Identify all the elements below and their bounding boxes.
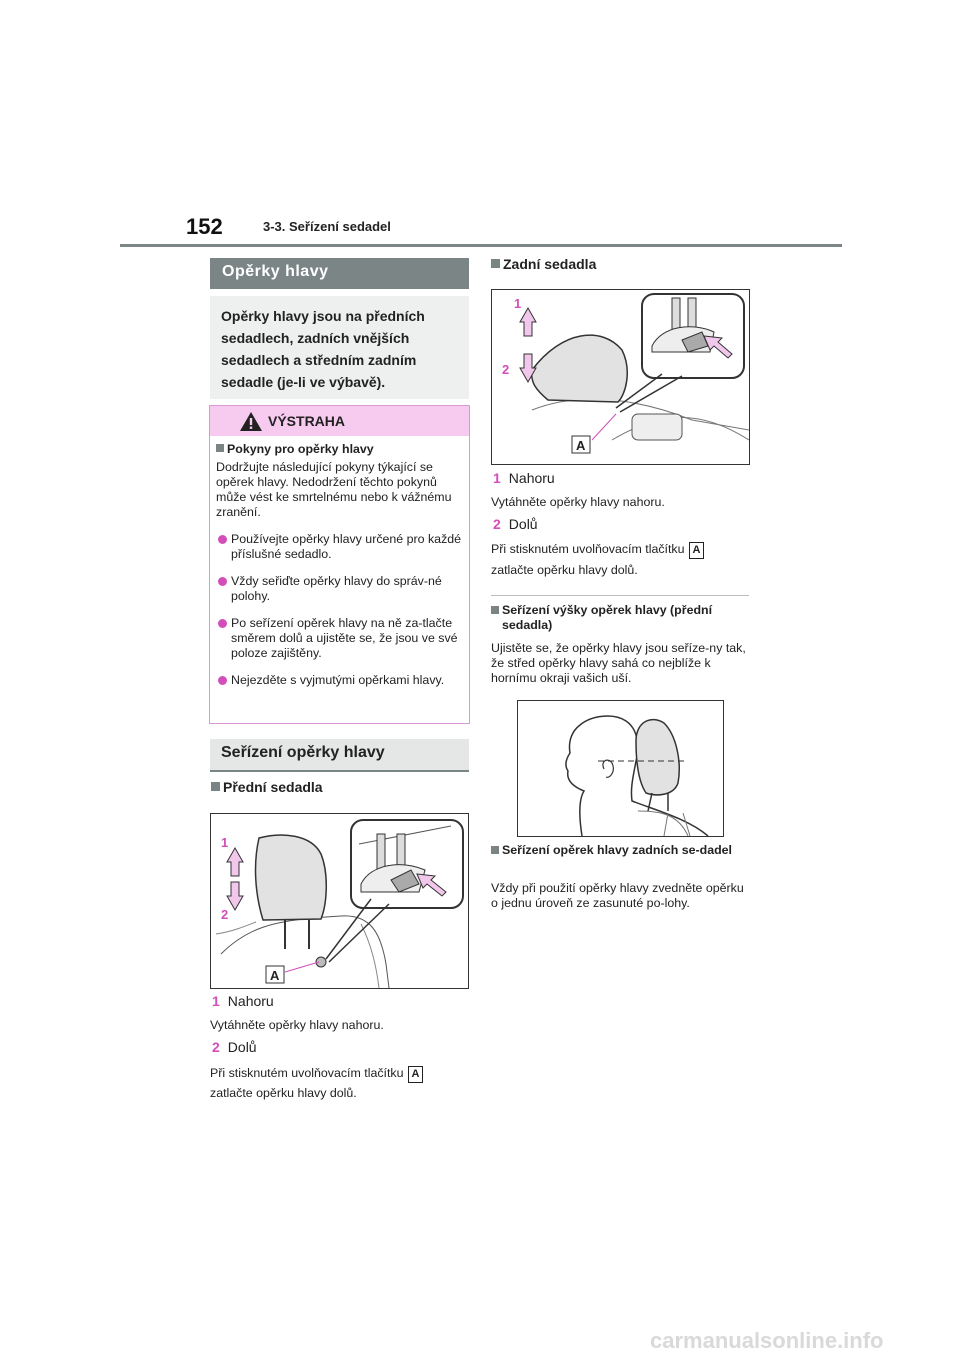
figure-label-a: A [270,968,280,983]
front-step-2-desc: Při stisknutém uvolňovacím tlačítku A [210,1066,423,1083]
warning-text: Dodržujte následující pokyny týkající se opěrek hlavy. Nedodržení těchto pokynů může vést ke smrtelnému nebo k vážnému zranění. [216,460,452,519]
rear-seats-title: Zadní sedadla [491,256,596,272]
figure-label-1: 1 [514,296,522,311]
intro-text: Opěrky hlavy jsou na předních sedadlech, zadních vnějších sedadlech a středním zadním sedadle (je-li ve výbavě). [221,308,425,390]
warning-bullet: Používejte opěrky hlavy určené pro každé příslušné sedadlo. [216,532,463,562]
warning-box [209,405,470,724]
rear-step-2-desc: Při stisknutém uvolňovacím tlačítku A [491,542,704,559]
height-adjust-title: Seřízení výšky opěrek hlavy (přední sedadla) [491,603,749,633]
rear-step-1-desc: Vytáhněte opěrky hlavy nahoru. [491,495,665,509]
intro-box [210,296,469,399]
head-height-illustration [518,701,723,836]
bullet-dot-icon [218,577,227,586]
height-adjust-text: Ujistěte se, že opěrky hlavy jsou seříze-ny tak, že střed opěrky hlavy sahá co nejblíže k hornímu okraji vašich uší. [491,641,746,685]
button-a-label: A [689,542,705,559]
section-title: Seřízení opěrky hlavy [221,744,385,761]
warning-bullet: Po seřízení opěrek hlavy na ně za-tlačte směrem dolů a ujistěte se, že jsou ve své poloze zajištěny. [216,616,463,661]
front-step-2-desc2: zatlačte opěrku hlavy dolů. [210,1086,357,1100]
warning-subtitle: Pokyny pro opěrky hlavy [227,442,374,456]
figure-label-2: 2 [502,362,510,377]
square-bullet-icon [491,606,499,614]
figure-label-2: 2 [221,907,229,922]
warning-title: VÝSTRAHA [268,413,346,429]
square-bullet-icon [491,259,500,268]
square-bullet-icon [491,846,499,854]
front-headrest-figure [210,813,469,989]
section-band-headrests [210,258,469,289]
figure-label-a: A [576,438,586,453]
front-headrest-illustration [211,814,468,988]
warning-bullet: Nejezděte s vyjmutými opěrkami hlavy. [216,673,463,688]
warning-triangle-icon [239,411,263,432]
rear-step-2: 2 Dolů [493,516,538,532]
button-a-label: A [408,1066,424,1083]
rear-adjust-title: Seřízení opěrek hlavy zadních se-dadel [491,843,749,858]
section-band-adjust [210,739,469,772]
header-rule [120,244,842,247]
rear-step-1: 1 Nahoru [493,470,555,486]
warning-header [210,406,469,436]
front-step-2: 2 Dolů [212,1039,257,1055]
bullet-dot-icon [218,619,227,628]
bullet-dot-icon [218,535,227,544]
divider [491,595,749,596]
warning-bullet: Vždy seřiďte opěrky hlavy do správ-né polohy. [216,574,463,604]
front-step-1: 1 Nahoru [212,993,274,1009]
watermark: carmanualsonline.info [650,1328,884,1353]
square-bullet-icon [216,444,224,452]
running-head: 3-3. Seřízení sedadel [263,219,391,234]
warning-body [210,436,469,692]
figure-label-1: 1 [221,835,229,850]
rear-adjust-text: Vždy při použití opěrky hlavy zvedněte opěrku o jednu úroveň ze zasunuté po-lohy. [491,881,744,910]
front-step-1-desc: Vytáhněte opěrky hlavy nahoru. [210,1018,384,1032]
page-number: 152 [186,214,223,239]
section-title: Opěrky hlavy [222,263,329,280]
rear-headrest-figure [491,289,750,465]
head-height-figure [517,700,724,837]
rear-headrest-illustration [492,290,749,464]
front-seats-title: Přední sedadla [211,779,323,795]
bullet-dot-icon [218,676,227,685]
rear-step-2-desc2: zatlačte opěrku hlavy dolů. [491,563,638,577]
square-bullet-icon [211,782,220,791]
